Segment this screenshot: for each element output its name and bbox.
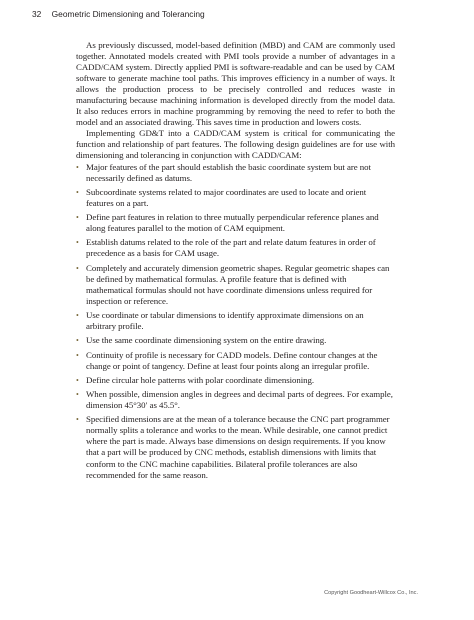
design-guidelines-list [76, 162, 395, 481]
list-item [76, 263, 395, 307]
bullet-icon: • [76, 263, 79, 273]
list-item-text: Define circular hole patterns with polar coordinate dimensioning. [86, 374, 315, 385]
list-item [76, 310, 395, 332]
running-title: Geometric Dimensioning and Tolerancing [51, 9, 205, 19]
body-text [76, 40, 395, 481]
list-item-text: Use the same coordinate dimensioning system on the entire drawing. [86, 335, 327, 346]
bullet-icon: • [76, 187, 79, 197]
list-item-text: Subcoordinate systems related to major coordinates are used to locate and orient features on a part. [86, 186, 367, 208]
list-item [76, 212, 395, 234]
list-item [76, 414, 395, 480]
list-item-text: Continuity of profile is necessary for CADD models. Define contour changes at the change or point of tangency. Define at least four points along an irregular profile. [86, 349, 378, 371]
page-number: 32 [32, 9, 42, 19]
bullet-icon: • [76, 336, 79, 346]
list-item-text: Establish datums related to the role of the part and relate datum features in order of precedence as a basis for CAM usage. [86, 237, 376, 259]
paragraph-gdt-cadd-cam: Implementing GD&T into a CADD/CAM system is critical for communicating the function and relationship of part features. The following design guidelines are for use with dimensioning and tolerancing in conjunction with CADD/CAM: [76, 128, 395, 161]
list-item [76, 187, 395, 209]
list-item [76, 350, 395, 372]
paragraph-mbd-cam: As previously discussed, model-based definition (MBD) and CAM are commonly used together. Annotated models created with PMI tools provide a number of advantages in a CADD/CAM system. Directly applied PMI is software-readable and can be used by CAM software to generate machine tool paths. This improves efficiency in a number of ways. It allows the production process to be precisely controlled and reduces waste in manufacturing because machining information is developed directly from the model data. It also reduces errors in machine programming by removing the need to refer to both the model and an associated drawing. This saves time in production and lowers costs. [76, 40, 395, 128]
bullet-icon: • [76, 375, 79, 385]
list-item-text: Completely and accurately dimension geometric shapes. Regular geometric shapes can be defined by mathematical formulas. A profile feature that is defined with mathematical formulas should not have coordinate dimensions unless required for inspection or reference. [86, 262, 390, 306]
bullet-icon: • [76, 213, 79, 223]
list-item [76, 375, 395, 386]
copyright-notice: Copyright Goodheart-Willcox Co., Inc. [324, 590, 418, 596]
bullet-icon: • [76, 350, 79, 360]
bullet-icon: • [76, 311, 79, 321]
list-item [76, 237, 395, 259]
list-item-text: Define part features in relation to three mutually perpendicular reference planes and along features parallel to the motion of CAM equipment. [86, 212, 379, 234]
list-item [76, 162, 395, 184]
running-header [32, 9, 205, 19]
bullet-icon: • [76, 390, 79, 400]
list-item-text: When possible, dimension angles in degrees and decimal parts of degrees. For example, dimension 45°30′ as 45.5°. [86, 389, 393, 411]
list-item-text: Major features of the part should establish the basic coordinate system but are not necessarily defined as datums. [86, 161, 371, 183]
list-item [76, 389, 395, 411]
bullet-icon: • [76, 238, 79, 248]
list-item-text: Use coordinate or tabular dimensions to identify approximate dimensions on an arbitrary profile. [86, 310, 364, 332]
bullet-icon: • [76, 415, 79, 425]
bullet-icon: • [76, 162, 79, 172]
list-item [76, 335, 395, 346]
list-item-text: Specified dimensions are at the mean of a tolerance because the CNC part programmer normally splits a tolerance and works to the mean. While desirable, one cannot predict where the part is made. Always base dimensions on design requirements. If you know that a part will be produced by CNC methods, establish dimensions with limits that conform to the CNC machine capabilities. Bilateral profile tolerances are also recommended for the same reason. [86, 414, 390, 480]
